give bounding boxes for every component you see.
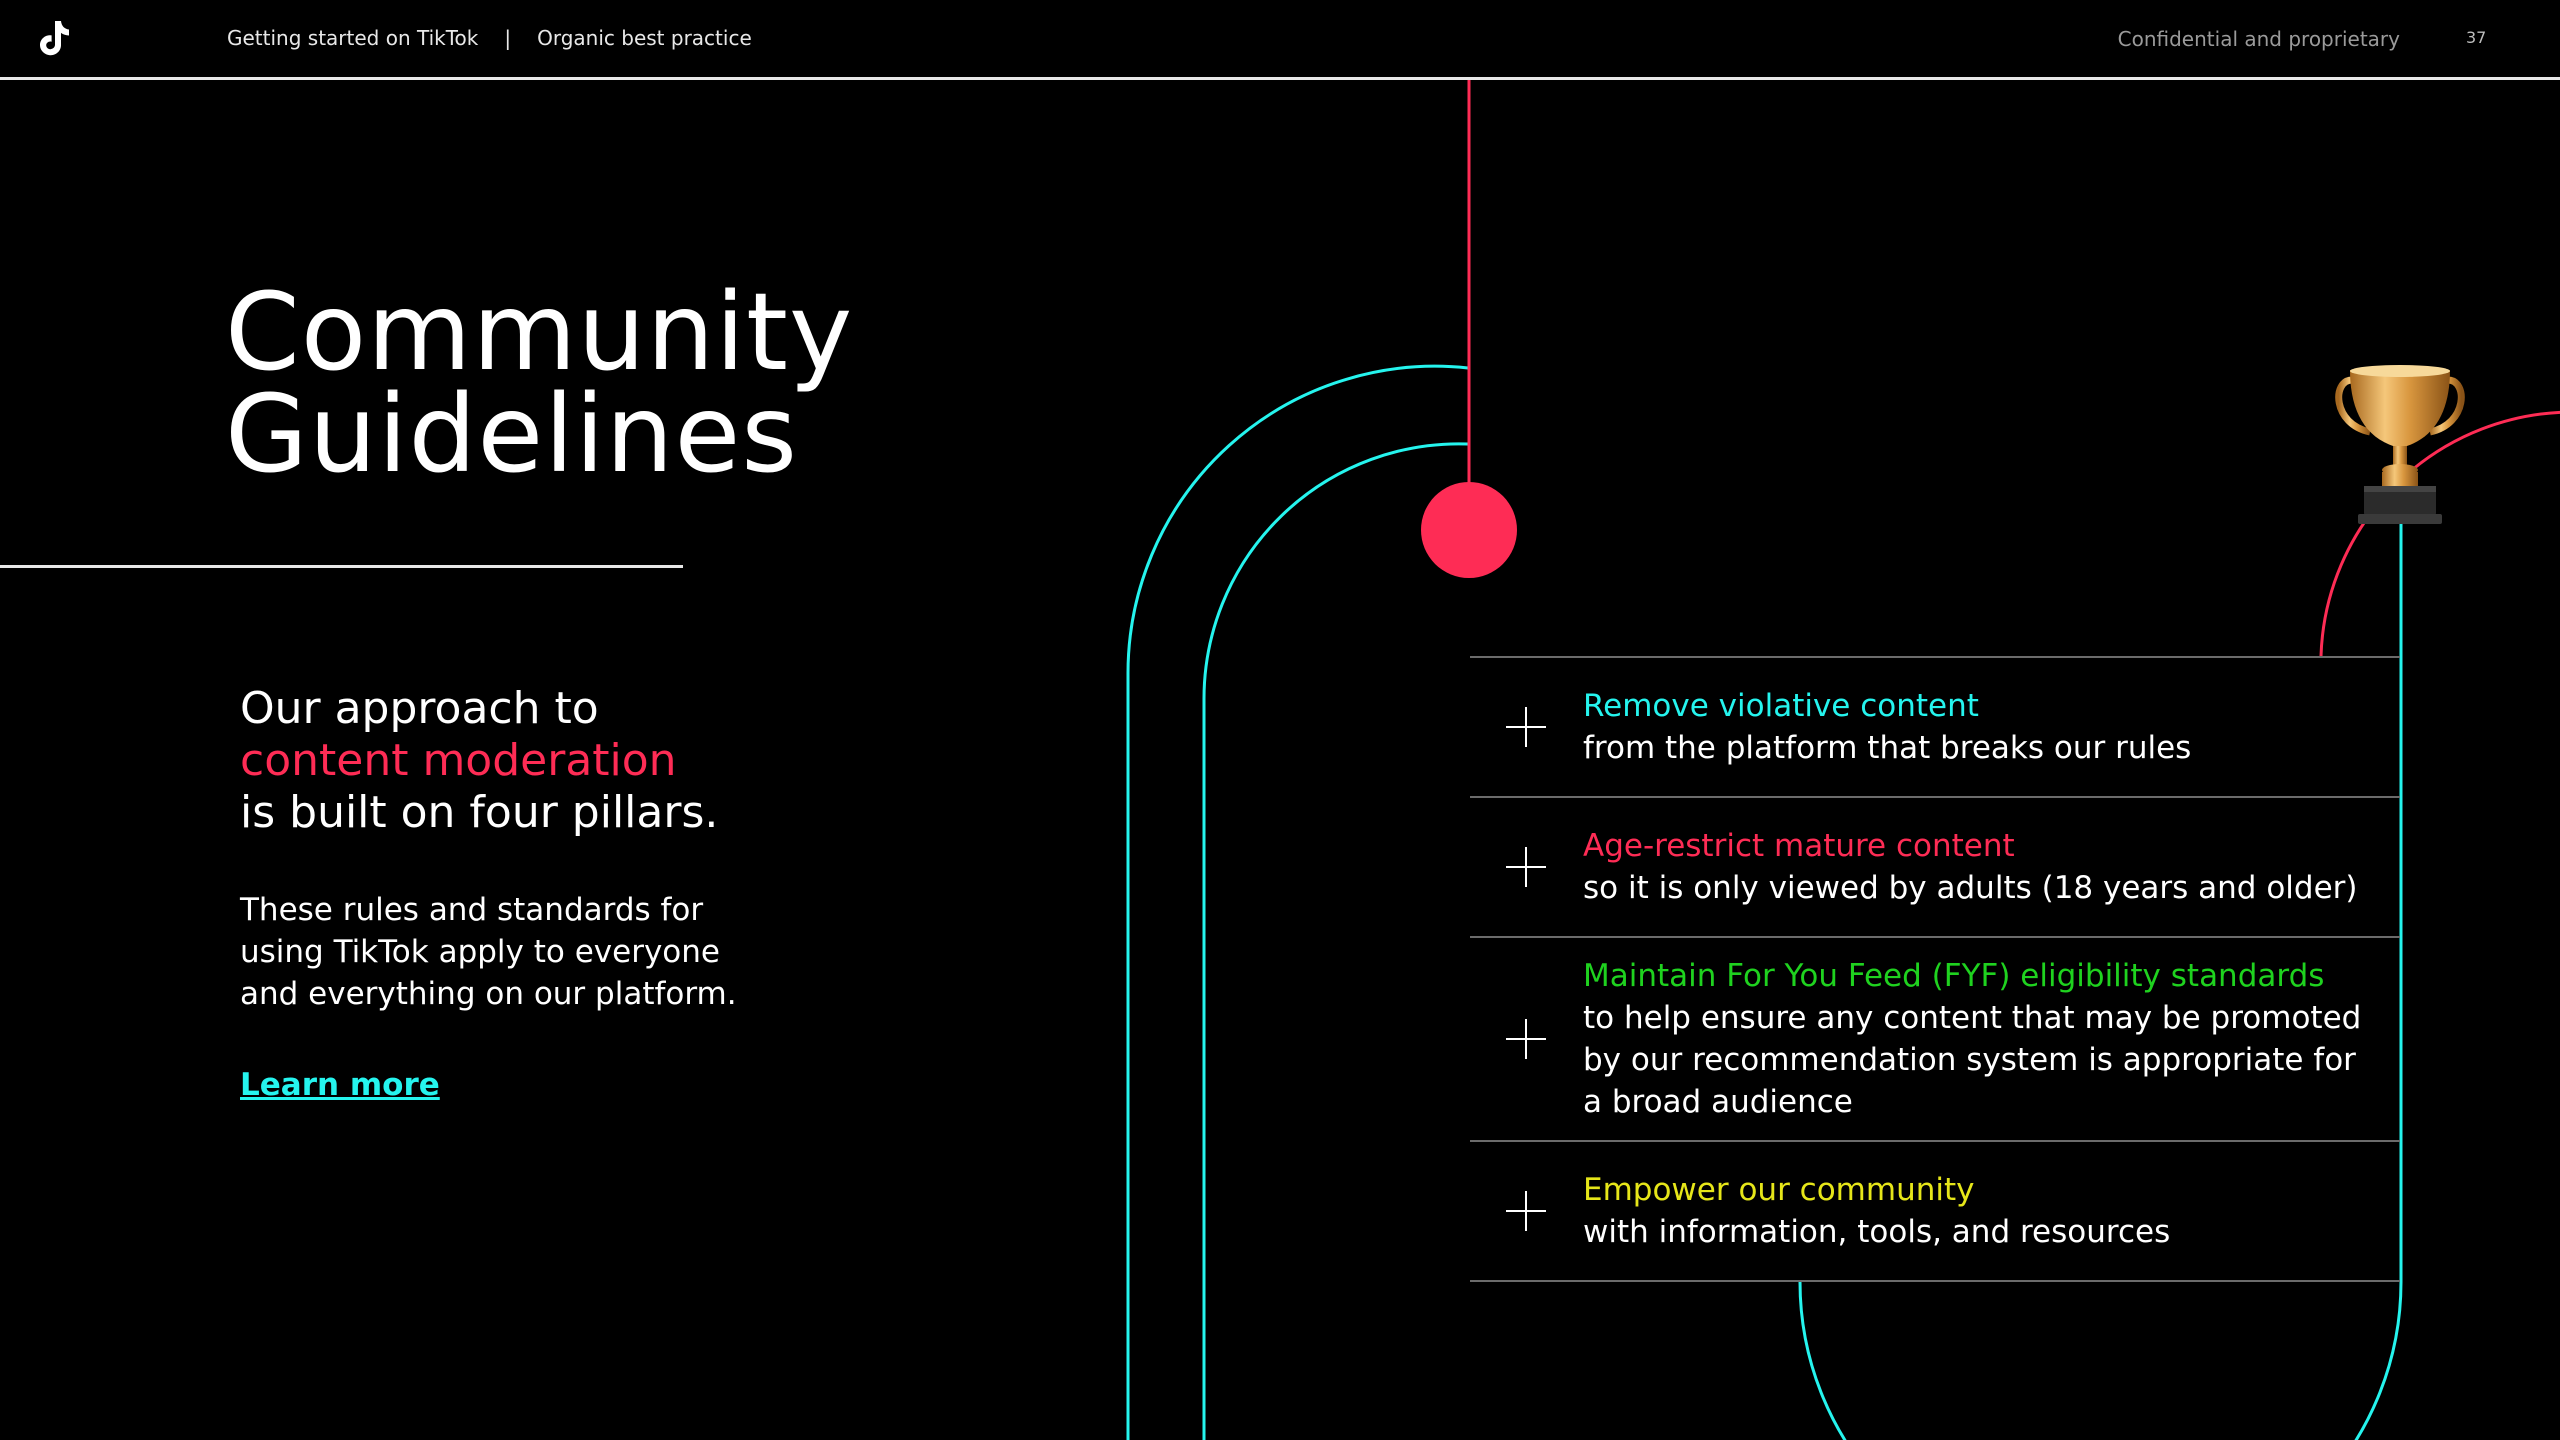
header-bar — [0, 0, 2560, 80]
tiktok-logo-icon — [34, 18, 74, 58]
pillars-list — [1470, 656, 2400, 1282]
approach-accent: content moderation — [240, 735, 677, 786]
pillar-item-fyf[interactable] — [1470, 938, 2400, 1142]
plus-icon[interactable] — [1506, 707, 1546, 747]
pillar-description: to help ensure any content that may be promoted — [1583, 1000, 2362, 1036]
pillar-item-empower[interactable] — [1470, 1142, 2400, 1282]
confidential-label: Confidential and proprietary — [2117, 27, 2400, 51]
trophy-icon — [2330, 362, 2470, 532]
title-line-2: Guidelines — [225, 373, 799, 497]
pillar-description: from the platform that breaks our rules — [1583, 730, 2192, 766]
pillar-item-age-restrict[interactable] — [1470, 798, 2400, 938]
page-number: 37 — [2466, 28, 2487, 47]
pillar-description: a broad audience — [1583, 1084, 1853, 1120]
pillar-heading: Empower our community — [1583, 1172, 1975, 1208]
breadcrumb-separator: | — [504, 26, 512, 50]
pillar-heading: Maintain For You Feed (FYF) eligibility standards — [1583, 958, 2325, 994]
description-line-1: These rules and standards for — [240, 892, 704, 928]
breadcrumb-item-organic: Organic best practice — [537, 26, 752, 50]
learn-more-link[interactable]: Learn more — [240, 1067, 440, 1103]
pillar-item-remove[interactable] — [1470, 658, 2400, 798]
pillar-description: by our recommendation system is appropriate for — [1583, 1042, 2356, 1078]
title-line-1: Community — [225, 271, 854, 395]
approach-heading — [240, 683, 718, 839]
breadcrumb-item-getting-started: Getting started on TikTok — [227, 26, 479, 50]
breadcrumb — [227, 26, 752, 50]
plus-icon[interactable] — [1506, 1191, 1546, 1231]
pillar-heading: Age-restrict mature content — [1583, 828, 2015, 864]
plus-icon[interactable] — [1506, 1019, 1546, 1059]
approach-line-3: is built on four pillars. — [240, 787, 719, 838]
description-line-2: using TikTok apply to everyone — [240, 934, 720, 970]
red-dot-icon — [1421, 482, 1517, 578]
approach-line-1: Our approach to — [240, 683, 599, 734]
plus-icon[interactable] — [1506, 847, 1546, 887]
pillar-description: so it is only viewed by adults (18 years and older) — [1583, 870, 2358, 906]
description-line-3: and everything on our platform. — [240, 976, 737, 1012]
pillar-description: with information, tools, and resources — [1583, 1214, 2171, 1250]
description-text — [240, 889, 760, 1015]
pillar-heading: Remove violative content — [1583, 688, 1979, 724]
page-title — [225, 271, 854, 497]
title-divider — [0, 565, 683, 568]
